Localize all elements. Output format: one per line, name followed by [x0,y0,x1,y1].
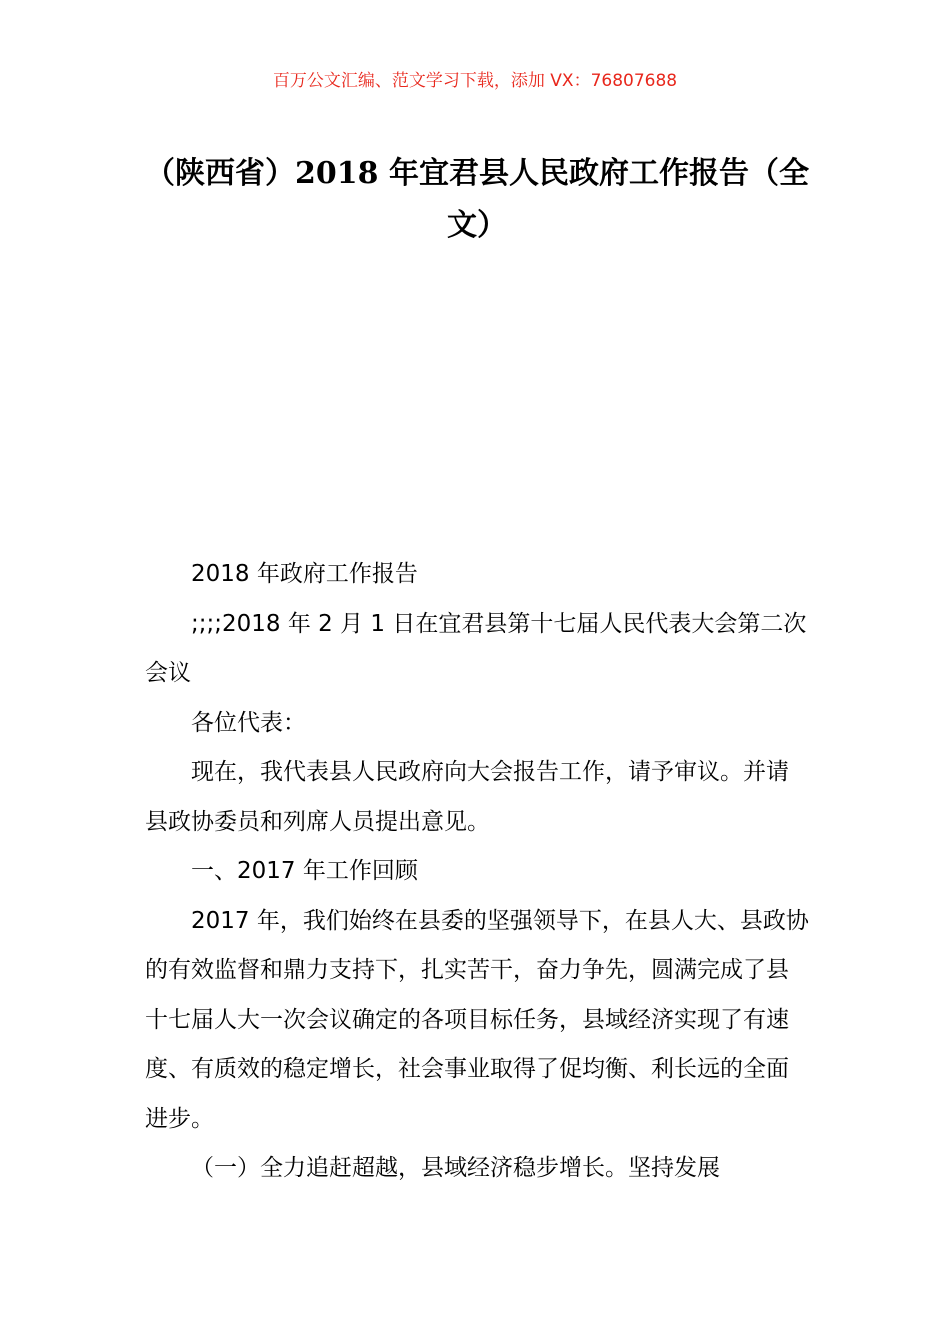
paragraph-salutation: 各位代表： [191,709,306,736]
paragraph-section-heading: 一、2017 年工作回顾 [191,858,418,884]
paragraph-review: 2017 年，我们始终在县委的坚强领导下，在县人大、县政协的有效监督和鼎力支持下，扎实苦干，奋力争先，圆满完成了县十七届人大一次会议确定的各项目标任务，县域经济实现了有速度、有质效的稳定增长，社会事业取得了促均衡、利长远的全面进步。 [145,907,809,1132]
paragraph-intro: 现在，我代表县人民政府向大会报告工作，请予审议。并请县政协委员和列席人员提出意见。 [145,759,789,835]
paragraph-report-heading: 2018 年政府工作报告 [191,561,418,587]
paragraph-meeting-info: ;;;;2018 年 2 月 1 日在宜君县第十七届人民代表大会第二次会议 [145,610,807,686]
document-body [145,550,809,1194]
header-note: 百万公文汇编、范文学习下载，添加 VX：76807688 [272,71,678,91]
document-title: （陕西省）2018 年宜君县人民政府工作报告（全文） [145,156,809,243]
paragraph-subsection: （一）全力追赶超越，县域经济稳步增长。坚持发展 [191,1155,720,1181]
